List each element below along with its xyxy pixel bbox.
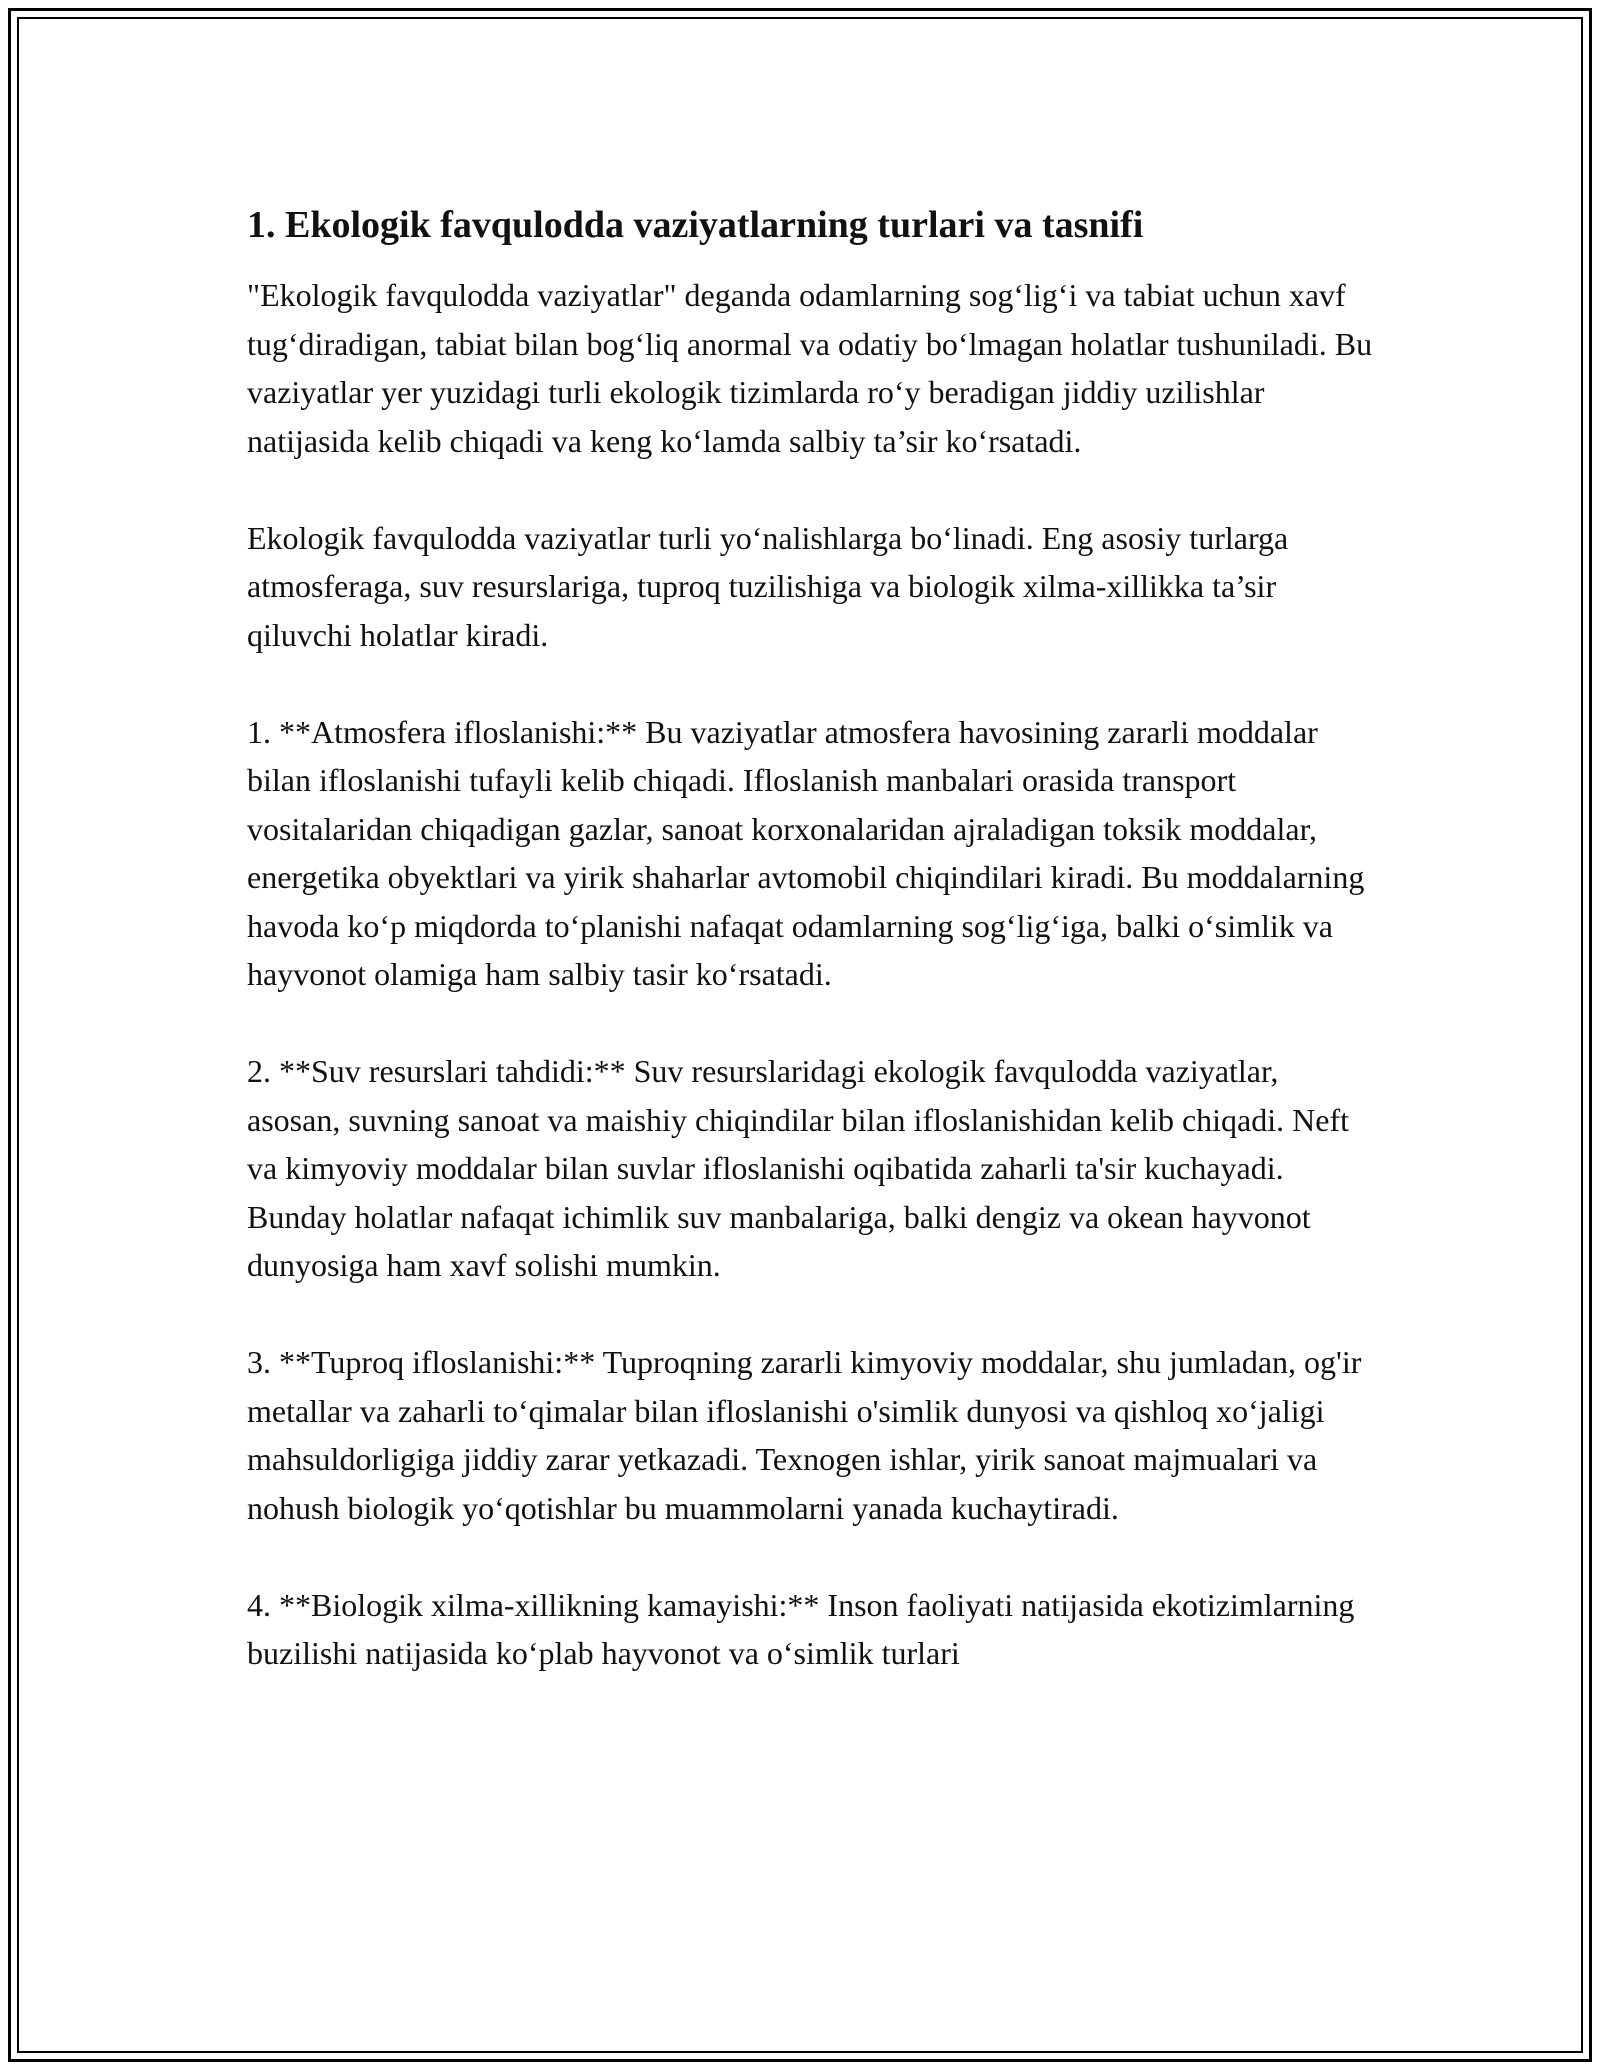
paragraph-definition: "Ekologik favqulodda vaziyatlar" deganda odamlarning sog‘lig‘i va tabiat uchun xavf tug‘diradigan, tabiat bilan bog‘liq anormal va odatiy bo‘lmagan holatlar tushuniladi. Bu vaziyatlar yer yuzidagi turli ekologik tizimlarda ro‘y beradigan jiddiy uzilishlar natijasida kelib chiqadi va keng ko‘lamda salbiy ta’sir ko‘rsatadi.: [247, 277, 1373, 459]
paragraph-biodiversity: 4. **Biologik xilma-xillikning kamayishi:** Inson faoliyati natijasida ekotizimlarning buzilishi natijasida ko‘plab hayvonot va o‘simlik turlari: [247, 1586, 1355, 1671]
document-title: 1. Ekologik favqulodda vaziyatlarning turlari va tasnifi: [247, 204, 1144, 246]
document-body: [247, 201, 1377, 1726]
paragraph-atmosphere: 1. **Atmosfera ifloslanishi:** Bu vaziyatlar atmosfera havosining zararli moddalar bilan ifloslanishi tufayli kelib chiqadi. Ifloslanish manbalari orasida transport vositalaridan chiqadigan gazlar, sanoat korxonalaridan ajraladigan toksik moddalar, energetika obyektlari va yirik shaharlar avtomobil chiqindilari kiradi. Bu moddalarning havoda ko‘p miqdorda to‘planishi nafaqat odamlarning sog‘lig‘iga, balki o‘simlik va hayvonot olamiga ham salbiy tasir ko‘rsatadi.: [247, 713, 1365, 992]
paragraph-water: 2. **Suv resurslari tahdidi:** Suv resurslaridagi ekologik favqulodda vaziyatlar, asosan, suvning sanoat va maishiy chiqindilar bilan ifloslanishidan kelib chiqadi. Neft va kimyoviy moddalar bilan suvlar ifloslanishi oqibatida zaharli ta'sir kuchayadi. Bunday holatlar nafaqat ichimlik suv manbalariga, balki dengiz va okean hayvonot dunyosiga ham xavf solishi mumkin.: [247, 1053, 1349, 1283]
paragraph-classification: Ekologik favqulodda vaziyatlar turli yo‘nalishlarga bo‘linadi. Eng asosiy turlarga atmosferaga, suv resurslariga, tuproq tuzilishiga va biologik xilma-xillikka ta’sir qiluvchi holatlar kiradi.: [247, 519, 1289, 653]
paragraph-soil: 3. **Tuproq ifloslanishi:** Tuproqning zararli kimyoviy moddalar, shu jumladan, og'ir metallar va zaharli to‘qimalar bilan ifloslanishi o'simlik dunyosi va qishloq xo‘jaligi mahsuldorligiga jiddiy zarar yetkazadi. Texnogen ishlar, yirik sanoat majmualari va nohush biologik yo‘qotishlar bu muammolarni yanada kuchaytiradi.: [247, 1344, 1362, 1526]
page-frame: [8, 8, 1592, 2062]
